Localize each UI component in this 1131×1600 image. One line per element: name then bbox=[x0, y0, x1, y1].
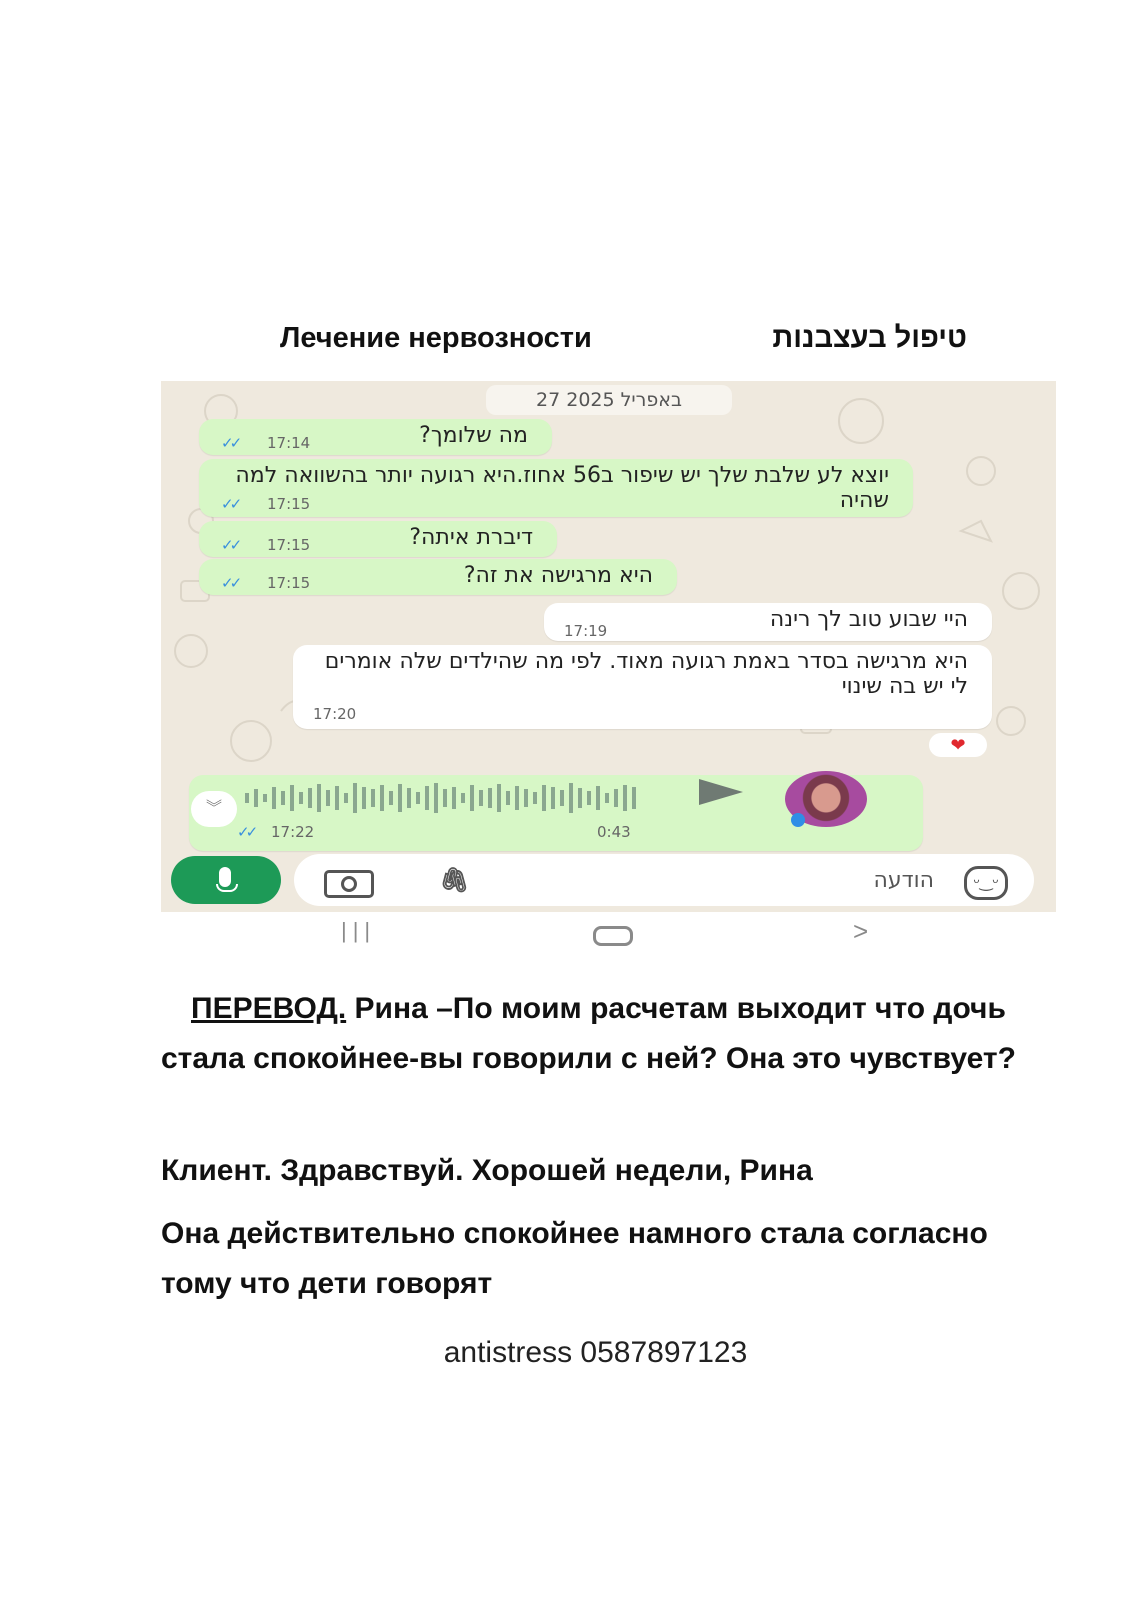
read-receipt-icon: ✓✓ bbox=[237, 823, 255, 841]
chat-screenshot bbox=[161, 381, 1056, 912]
mic-button[interactable] bbox=[171, 856, 281, 904]
waveform-bar bbox=[398, 784, 402, 812]
waveform-bar bbox=[533, 792, 537, 804]
waveform-bar bbox=[335, 786, 339, 810]
read-receipt-icon: ✓✓ bbox=[221, 495, 239, 513]
translation-text: Рина –По моим расчетам выходит что дочь стала спокойнее-вы говорили с ней? Она это чувствует? bbox=[161, 992, 1016, 1075]
message-time: 17:15 bbox=[267, 536, 311, 554]
message-text: יוצא לע שלבת שלך יש שיפור ב56 אחוז.היא רגועה יותר בהשוואה למה שהיה bbox=[235, 463, 889, 513]
read-receipt-icon: ✓✓ bbox=[221, 574, 239, 592]
waveform-bar bbox=[371, 789, 375, 807]
home-icon[interactable] bbox=[593, 926, 633, 946]
waveform-bar bbox=[551, 787, 555, 809]
message-input[interactable] bbox=[294, 854, 1034, 906]
waveform-bar bbox=[497, 784, 501, 812]
back-icon[interactable]: > bbox=[853, 916, 869, 946]
waveform-bar bbox=[515, 786, 519, 810]
title-hebrew: טיפול בעצבנות bbox=[772, 322, 967, 354]
sticker-icon[interactable]: ᵕ‿ᵕ bbox=[964, 866, 1008, 900]
translation-paragraph bbox=[161, 984, 1021, 1084]
heart-reaction-icon[interactable]: ❤ bbox=[929, 733, 987, 757]
contact-text: antistress 0587897123 bbox=[443, 1336, 748, 1369]
message-text: היא מרגישה את זה? bbox=[463, 563, 653, 588]
waveform-bar bbox=[623, 785, 627, 811]
waveform-bar bbox=[317, 784, 321, 812]
voice-message-time: 17:22 bbox=[271, 823, 315, 841]
waveform-bar bbox=[542, 785, 546, 811]
contact-line bbox=[0, 1336, 1131, 1370]
waveform-bar bbox=[587, 791, 591, 805]
message-bubble-outgoing[interactable] bbox=[199, 459, 913, 517]
play-icon[interactable] bbox=[699, 779, 743, 805]
message-time: 17:19 bbox=[564, 622, 608, 640]
waveform-bar bbox=[299, 792, 303, 804]
waveform-bar bbox=[425, 786, 429, 810]
waveform-bar bbox=[290, 785, 294, 811]
paperclip-icon[interactable]: 🖇 bbox=[439, 867, 470, 894]
waveform-bar bbox=[416, 792, 420, 804]
message-bubble-incoming[interactable] bbox=[544, 603, 992, 641]
message-time: 17:20 bbox=[313, 705, 357, 723]
title-russian: Лечение нервозности bbox=[280, 322, 592, 354]
waveform-bar bbox=[380, 785, 384, 811]
message-time: 17:15 bbox=[267, 574, 311, 592]
waveform-bar bbox=[245, 793, 249, 803]
waveform-bar bbox=[632, 787, 636, 809]
waveform-bar bbox=[614, 789, 618, 807]
read-receipt-icon: ✓✓ bbox=[221, 434, 239, 452]
waveform-bar bbox=[272, 787, 276, 809]
date-separator: 27 באפריל 2025 bbox=[486, 385, 732, 415]
voice-duration: 0:43 bbox=[597, 823, 631, 841]
waveform-bar bbox=[479, 790, 483, 806]
waveform-bar bbox=[344, 793, 348, 803]
waveform-bar bbox=[488, 788, 492, 808]
message-time: 17:14 bbox=[267, 434, 311, 452]
message-text: מה שלומך? bbox=[419, 423, 528, 448]
client-reply-text: Она действительно спокойнее намного стала согласно тому что дети говорят bbox=[161, 1217, 988, 1300]
waveform-bar bbox=[389, 791, 393, 805]
waveform-bar bbox=[506, 791, 510, 805]
waveform-bar bbox=[407, 788, 411, 808]
scroll-down-icon[interactable]: ︾ bbox=[191, 791, 237, 827]
waveform-bar bbox=[470, 785, 474, 811]
waveform-bar bbox=[524, 789, 528, 807]
message-bubble-incoming[interactable] bbox=[293, 645, 992, 729]
waveform-bar bbox=[281, 791, 285, 805]
waveform-bar bbox=[569, 783, 573, 813]
translation-label: ПЕРЕВОД. bbox=[191, 992, 347, 1025]
message-text: היא מרגישה בסדר באמת רגועה מאוד. לפי מה שהילדים שלה אומרים לי יש בה שינוי bbox=[324, 649, 968, 699]
waveform-bar bbox=[308, 788, 312, 808]
waveform-bar bbox=[434, 783, 438, 813]
message-placeholder: הודעה bbox=[873, 868, 934, 893]
message-bubble-outgoing[interactable] bbox=[199, 559, 677, 595]
waveform-bar bbox=[596, 786, 600, 810]
message-text: היי שבוע טוב לך רינה bbox=[769, 607, 968, 632]
recents-icon[interactable]: ||| bbox=[341, 918, 377, 943]
message-bubble-outgoing[interactable] bbox=[199, 521, 557, 557]
waveform-bar bbox=[605, 793, 609, 803]
waveform-bar bbox=[560, 790, 564, 806]
voice-mic-icon bbox=[791, 813, 805, 827]
camera-icon[interactable] bbox=[324, 870, 374, 898]
waveform-bar bbox=[254, 789, 258, 807]
waveform-bar bbox=[443, 789, 447, 807]
read-receipt-icon: ✓✓ bbox=[221, 536, 239, 554]
waveform-bar bbox=[578, 788, 582, 808]
waveform-bar bbox=[353, 783, 357, 813]
android-nav-bar bbox=[161, 918, 1056, 948]
message-text: דיברת איתה? bbox=[409, 525, 533, 550]
client-reply-line: Клиент. Здравствуй. Хорошей недели, Рина bbox=[161, 1154, 813, 1187]
waveform-bar bbox=[362, 787, 366, 809]
waveform-bar bbox=[326, 790, 330, 806]
message-time: 17:15 bbox=[267, 495, 311, 513]
waveform-bar bbox=[263, 794, 267, 802]
waveform-bar bbox=[461, 793, 465, 803]
waveform-bar bbox=[452, 787, 456, 809]
message-bubble-outgoing[interactable] bbox=[199, 419, 552, 455]
